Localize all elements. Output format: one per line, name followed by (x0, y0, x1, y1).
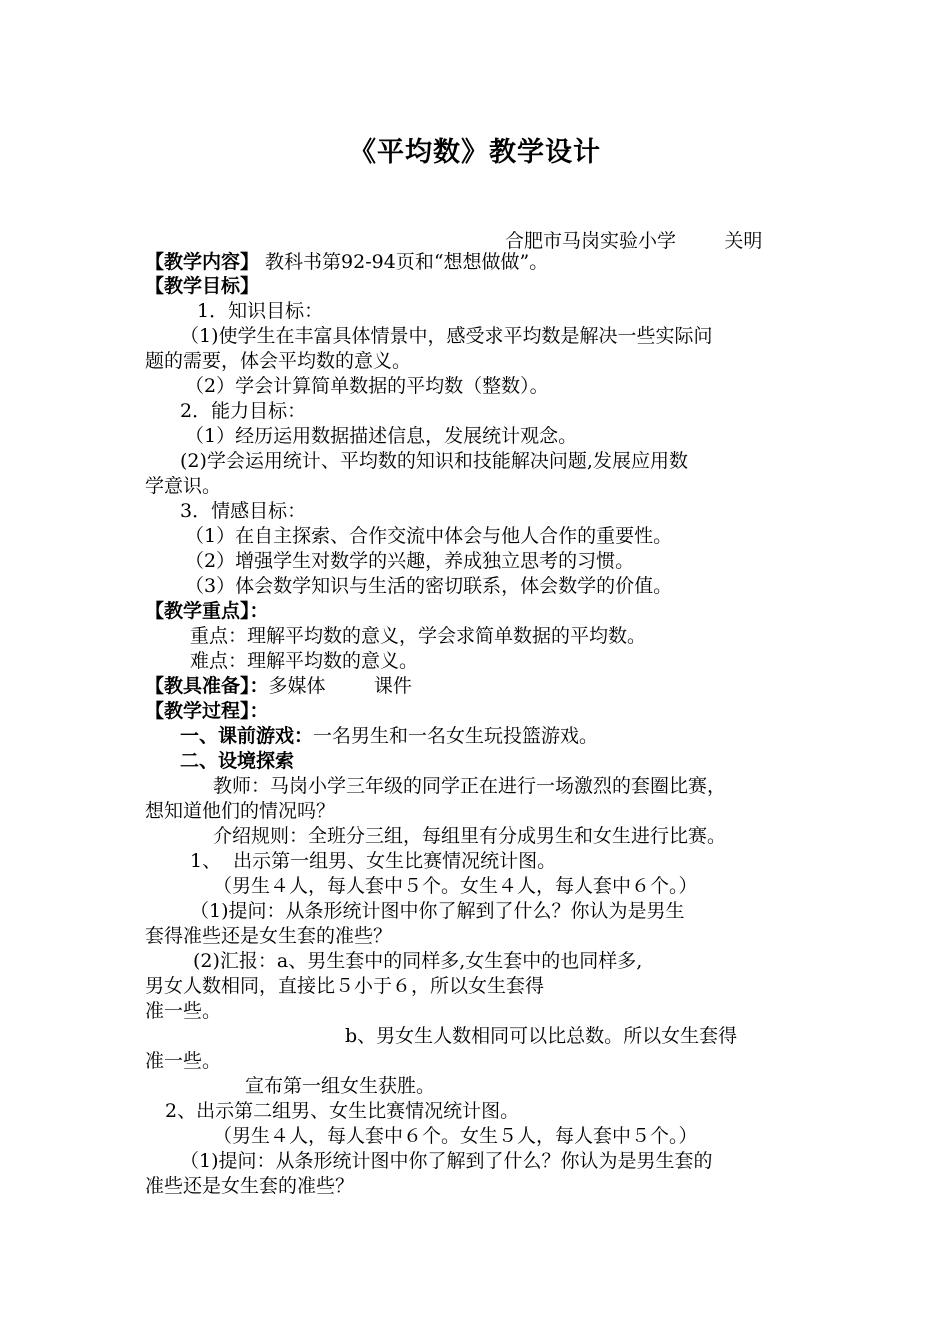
group-1-heading: 1、 出示第一组男、女生比赛情况统计图。 (190, 850, 557, 872)
focus-difficulty: 难点：理解平均数的意义。 (190, 650, 419, 672)
emotion-goal-2: （2）增强学生对数学的兴趣，养成独立思考的习惯。 (185, 550, 635, 572)
emotion-goal-1: （1）在自主探索、合作交流中体会与他人合作的重要性。 (185, 525, 673, 547)
group-1-question-b: 套得准些还是女生套的准些？ (145, 925, 393, 947)
group-2-info: （男生４人，每人套中６个。女生５人，每人套中５个。） (213, 1125, 698, 1147)
step-1-text: 一名男生和一名女生玩投篮游戏。 (313, 725, 599, 747)
group-2-question-a: （1)提问：从条形统计图中你了解到了什么？你认为是男生套的 (180, 1150, 713, 1172)
prep-line (145, 674, 412, 698)
group-1-report-d: b、男女生人数相同可以比总数。所以女生套得 (345, 1025, 738, 1047)
group-1-report-a: (2)汇报：a、男生套中的同样多,女生套中的也同样多, (193, 950, 643, 972)
group-1-result: 宣布第一组女生获胜。 (245, 1075, 436, 1097)
step-1-heading: 一、课前游戏： (180, 725, 314, 747)
group-2-heading: 2、出示第二组男、女生比赛情况统计图。 (165, 1100, 520, 1122)
group-1-question-a: （1)提问：从条形统计图中你了解到了什么？你认为是男生 (190, 900, 685, 922)
ability-goal-1: （1）经历运用数据描述信息，发展统计观念。 (185, 425, 578, 447)
focus-key: 重点：理解平均数的意义，学会求简单数据的平均数。 (190, 625, 647, 647)
knowledge-goal-1b: 题的需要，体会平均数的意义。 (145, 350, 412, 372)
group-2-question-b: 准些还是女生套的准些？ (145, 1175, 355, 1197)
group-1-report-c: 准一些。 (145, 1000, 222, 1022)
teacher-intro-b: 想知道他们的情况吗？ (145, 800, 336, 822)
document-title: 《平均数》教学设计 (349, 137, 601, 168)
prep-text: 多媒体 课件 (268, 675, 412, 697)
ability-goal-2b: 学意识。 (145, 475, 222, 497)
step-1-line (180, 724, 598, 748)
content-text: 教科书第92-94页和“想想做做”。 (259, 251, 549, 273)
content-heading: 【教学内容】 (145, 251, 260, 273)
knowledge-goal-1a: （1)使学生在丰富具体情景中，感受求平均数是解决一些实际问 (180, 325, 713, 347)
group-1-report-e: 准一些。 (145, 1050, 222, 1072)
ability-goal-2a: (2)学会运用统计、平均数的知识和技能解决问题,发展应用数 (180, 450, 688, 472)
emotion-goal-3: （3）体会数学知识与生活的密切联系，体会数学的价值。 (185, 575, 673, 597)
focus-heading: 【教学重点】： (145, 600, 269, 622)
author-line: 合肥市马岗实验小学 关明 (505, 230, 763, 252)
ability-goal-heading: 2．能力目标： (180, 400, 307, 422)
group-1-report-b: 男女人数相同，直接比５小于６，所以女生套得 (145, 975, 545, 997)
prep-heading: 【教具准备】： (145, 675, 269, 697)
rules-intro: 介绍规则：全班分三组，每组里有分成男生和女生进行比赛。 (213, 825, 727, 847)
content-line (145, 250, 548, 274)
knowledge-goal-2: （2）学会计算简单数据的平均数（整数）。 (185, 375, 549, 397)
knowledge-goal-heading: 1．知识目标： (197, 300, 324, 322)
group-1-info: （男生４人，每人套中５个。女生４人，每人套中６个。） (213, 875, 698, 897)
teacher-intro-a: 教师：马岗小学三年级的同学正在进行一场激烈的套圈比赛， (213, 775, 727, 797)
step-2-heading: 二、设境探索 (180, 750, 295, 772)
emotion-goal-heading: 3．情感目标： (180, 500, 307, 522)
goals-heading: 【教学目标】 (145, 275, 260, 297)
process-heading: 【教学过程】： (145, 700, 269, 722)
